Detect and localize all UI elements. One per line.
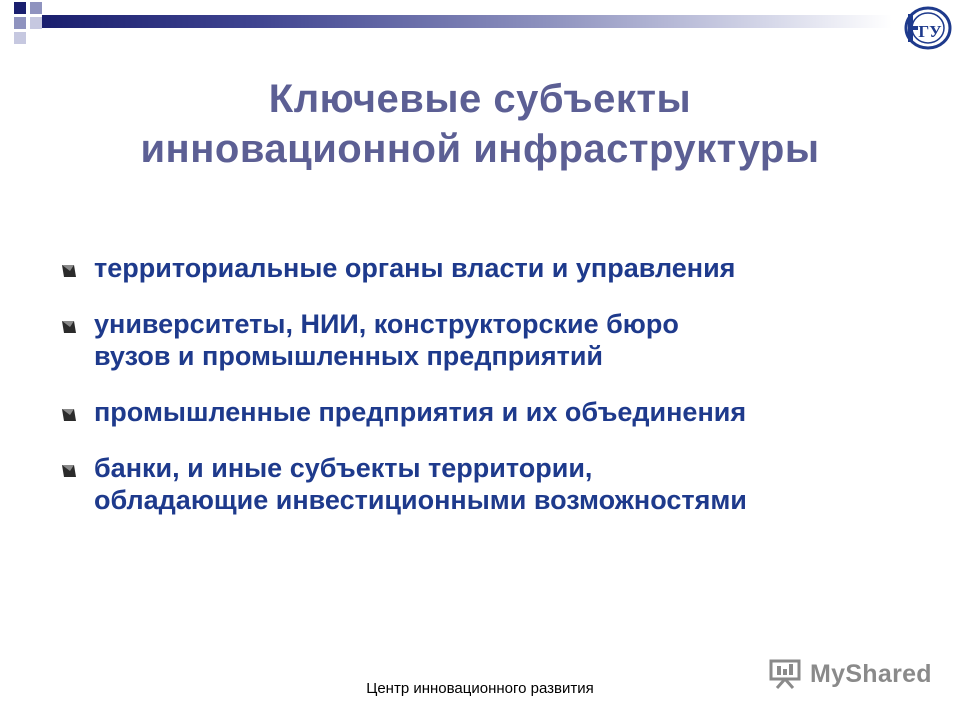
- bullet-text-line: промышленные предприятия и их объединения: [94, 397, 747, 427]
- watermark-text: MyShared: [810, 659, 932, 688]
- decor-square: [30, 2, 42, 14]
- svg-text:ГУ: ГУ: [918, 22, 942, 41]
- bullet-arrow-icon: [60, 461, 78, 479]
- slide-title: [0, 74, 960, 174]
- bullet-arrow-icon: [60, 405, 78, 423]
- bullet-text-line: университеты, НИИ, конструкторские бюро: [94, 309, 679, 339]
- footer-text: Центр инновационного развития: [366, 680, 594, 697]
- decor-square: [14, 2, 26, 14]
- decor-square: [14, 17, 26, 29]
- university-logo-icon: [898, 4, 954, 50]
- bullet-text-line: вузов и промышленных предприятий: [94, 341, 604, 371]
- header-gradient-bar: [42, 15, 892, 28]
- corner-decoration: [0, 0, 80, 60]
- bullet-text-line: обладающие инвестиционными возможностями: [94, 485, 747, 515]
- bullet-text-line: территориальные органы власти и управления: [94, 253, 736, 283]
- slide-title-line: Ключевые субъекты: [268, 77, 692, 121]
- bullet-arrow-icon: [60, 317, 78, 335]
- bullet-item: [60, 396, 950, 428]
- bullet-text-line: банки, и иные субъекты территории,: [94, 453, 593, 483]
- bullet-arrow-icon: [60, 261, 78, 279]
- decor-square: [30, 17, 42, 29]
- slide-title-line: инновационной инфраструктуры: [140, 127, 820, 171]
- bullet-list: [60, 252, 950, 540]
- decor-square: [14, 32, 26, 44]
- bullet-item: [60, 308, 950, 372]
- bullet-item: [60, 252, 950, 284]
- bullet-item: [60, 452, 950, 516]
